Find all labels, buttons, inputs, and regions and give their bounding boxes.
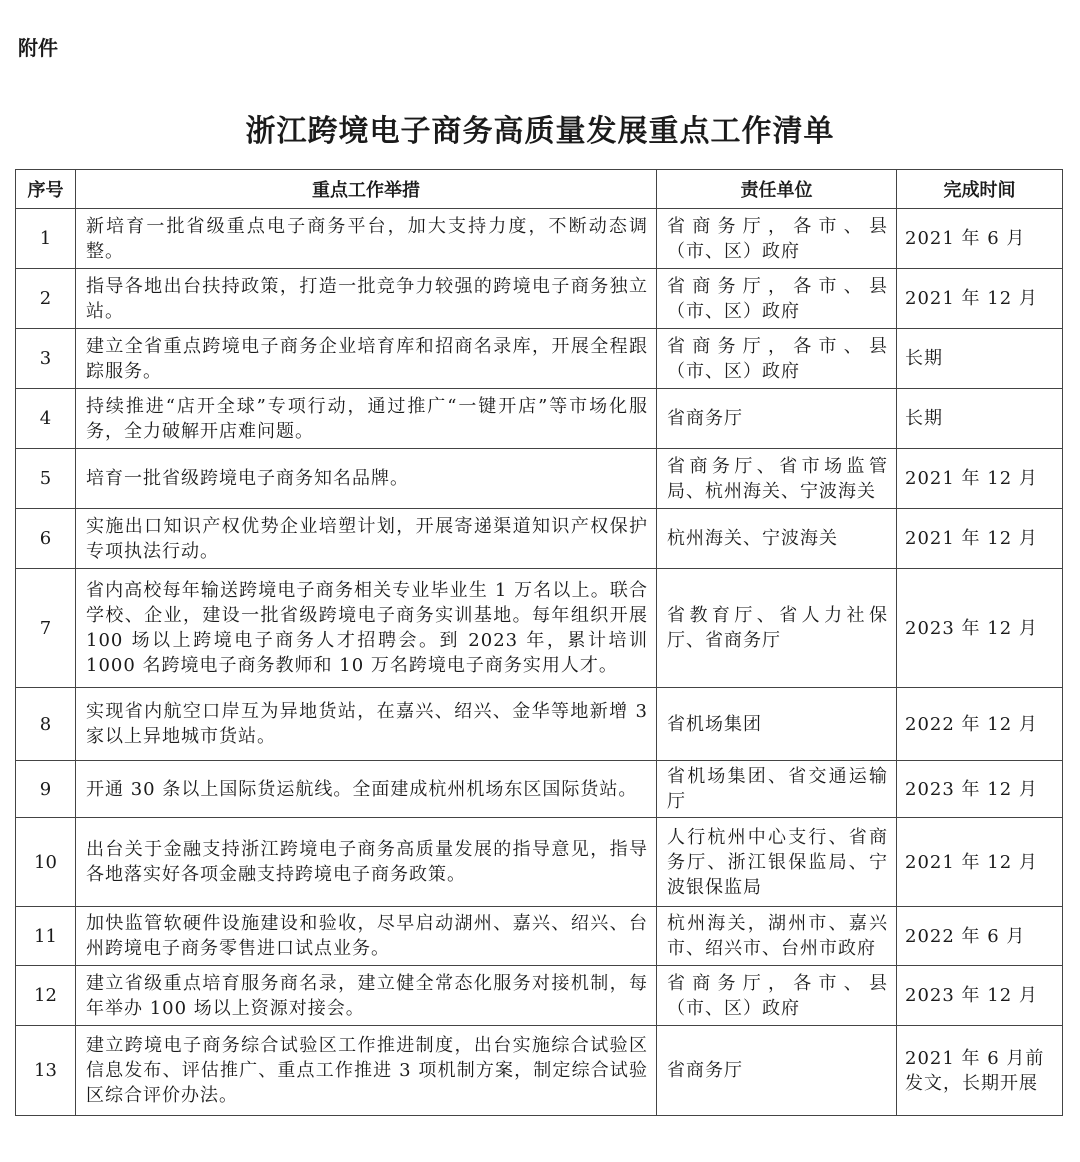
- row-unit: 省机场集团、省交通运输厅: [657, 761, 897, 818]
- table-row: [16, 818, 1063, 907]
- row-number: 12: [16, 966, 76, 1026]
- row-time: 2023 年 12 月: [897, 761, 1063, 818]
- row-time: 2022 年 6 月: [897, 907, 1063, 966]
- row-time: 2021 年 6 月: [897, 209, 1063, 269]
- row-task: 培育一批省级跨境电子商务知名品牌。: [76, 449, 657, 509]
- row-task: 建立跨境电子商务综合试验区工作推进制度，出台实施综合试验区信息发布、评估推广、重点工作推进 3 项机制方案，制定综合试验区综合评价办法。: [76, 1026, 657, 1116]
- row-unit: 杭州海关，湖州市、嘉兴市、绍兴市、台州市政府: [657, 907, 897, 966]
- row-unit: 省商务厅，各市、县（市、区）政府: [657, 209, 897, 269]
- row-number: 11: [16, 907, 76, 966]
- row-task: 开通 30 条以上国际货运航线。全面建成杭州机场东区国际货站。: [76, 761, 657, 818]
- document-title: 浙江跨境电子商务高质量发展重点工作清单: [245, 114, 835, 149]
- row-number: 5: [16, 449, 76, 509]
- row-number: 2: [16, 269, 76, 329]
- row-time: 长期: [897, 389, 1063, 449]
- row-time: 2021 年 12 月: [897, 509, 1063, 569]
- row-task: 新培育一批省级重点电子商务平台，加大支持力度，不断动态调整。: [76, 209, 657, 269]
- table-row: [16, 269, 1063, 329]
- row-time: 长期: [897, 329, 1063, 389]
- row-unit: 杭州海关、宁波海关: [657, 509, 897, 569]
- table-row: [16, 449, 1063, 509]
- table-row: [16, 569, 1063, 688]
- row-task: 实现省内航空口岸互为异地货站，在嘉兴、绍兴、金华等地新增 3 家以上异地城市货站。: [76, 688, 657, 761]
- row-unit: 人行杭州中心支行、省商务厅、浙江银保监局、宁波银保监局: [657, 818, 897, 907]
- row-number: 13: [16, 1026, 76, 1116]
- row-task: 持续推进“店开全球”专项行动，通过推广“一键开店”等市场化服务，全力破解开店难问题。: [76, 389, 657, 449]
- row-time: 2023 年 12 月: [897, 966, 1063, 1026]
- row-unit: 省商务厅，各市、县（市、区）政府: [657, 329, 897, 389]
- row-time: 2021 年 12 月: [897, 818, 1063, 907]
- row-number: 4: [16, 389, 76, 449]
- row-unit: 省商务厅，各市、县（市、区）政府: [657, 269, 897, 329]
- header-completion-time: 完成时间: [897, 170, 1063, 209]
- row-unit: 省商务厅，各市、县（市、区）政府: [657, 966, 897, 1026]
- table-row: [16, 209, 1063, 269]
- row-task: 建立省级重点培育服务商名录，建立健全常态化服务对接机制，每年举办 100 场以上资源对接会。: [76, 966, 657, 1026]
- row-unit: 省教育厅、省人力社保厅、省商务厅: [657, 569, 897, 688]
- row-time: 2021 年 6 月前发文，长期开展: [897, 1026, 1063, 1116]
- row-time: 2021 年 12 月: [897, 269, 1063, 329]
- row-number: 7: [16, 569, 76, 688]
- row-number: 3: [16, 329, 76, 389]
- row-unit: 省商务厅、省市场监管局、杭州海关、宁波海关: [657, 449, 897, 509]
- header-key-measures: 重点工作举措: [76, 170, 657, 209]
- row-time: 2023 年 12 月: [897, 569, 1063, 688]
- row-number: 6: [16, 509, 76, 569]
- row-task: 出台关于金融支持浙江跨境电子商务高质量发展的指导意见，指导各地落实好各项金融支持跨境电子商务政策。: [76, 818, 657, 907]
- row-unit: 省机场集团: [657, 688, 897, 761]
- row-task: 实施出口知识产权优势企业培塑计划，开展寄递渠道知识产权保护专项执法行动。: [76, 509, 657, 569]
- row-task: 指导各地出台扶持政策，打造一批竞争力较强的跨境电子商务独立站。: [76, 269, 657, 329]
- row-task: 加快监管软硬件设施建设和验收，尽早启动湖州、嘉兴、绍兴、台州跨境电子商务零售进口试点业务。: [76, 907, 657, 966]
- table-row: [16, 966, 1063, 1026]
- row-task: 省内高校每年输送跨境电子商务相关专业毕业生 1 万名以上。联合学校、企业，建设一批省级跨境电子商务实训基地。每年组织开展 100 场以上跨境电子商务人才招聘会。到 2023 年，累计培训 1000 名跨境电子商务教师和 10 万名跨境电子商务实用人才。: [76, 569, 657, 688]
- header-responsible-unit: 责任单位: [657, 170, 897, 209]
- row-number: 9: [16, 761, 76, 818]
- row-number: 8: [16, 688, 76, 761]
- table-row: [16, 761, 1063, 818]
- row-unit: 省商务厅: [657, 389, 897, 449]
- table-row: [16, 907, 1063, 966]
- table-row: [16, 389, 1063, 449]
- row-task: 建立全省重点跨境电子商务企业培育库和招商名录库，开展全程跟踪服务。: [76, 329, 657, 389]
- row-time: 2022 年 12 月: [897, 688, 1063, 761]
- attachment-label: 附件: [18, 36, 58, 60]
- table-row: [16, 1026, 1063, 1116]
- row-number: 10: [16, 818, 76, 907]
- row-number: 1: [16, 209, 76, 269]
- work-list-table: [15, 169, 1063, 1116]
- header-serial-number: 序号: [16, 170, 76, 209]
- table-row: [16, 329, 1063, 389]
- table-header-row: [16, 170, 1063, 209]
- table-row: [16, 688, 1063, 761]
- row-unit: 省商务厅: [657, 1026, 897, 1116]
- row-time: 2021 年 12 月: [897, 449, 1063, 509]
- table-row: [16, 509, 1063, 569]
